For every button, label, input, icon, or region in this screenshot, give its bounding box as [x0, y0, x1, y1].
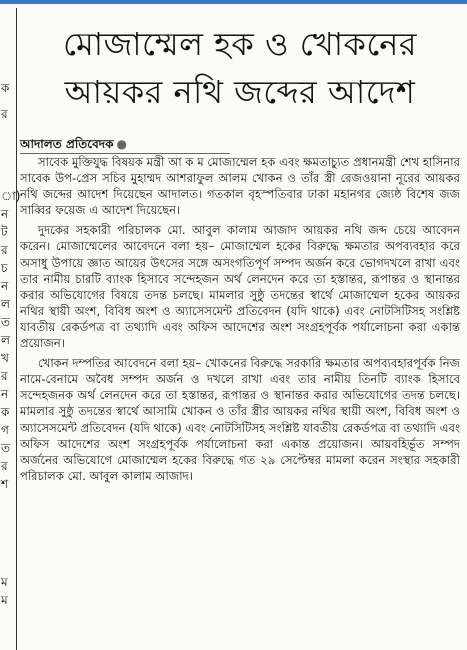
- left-fragment: ট: [1, 225, 8, 239]
- left-fragment: ন: [1, 279, 9, 293]
- left-fragment: খ: [1, 351, 9, 365]
- article-paragraph: সাবেক মুক্তিযুদ্ধ বিষয়ক মন্ত্রী আ ক ম মোজাম্মেল হক এবং ক্ষমতাচ্যুত প্রধানমন্ত্রী শেখ হাসিনার সাবেক উপ-প্রেস সচিব মুহাম্মদ আশরাফুল আলম খোকন ও তাঁর স্ত্রী রেজওয়ানা নূরের আয়কর নথি জব্দের আদেশ দিয়েছেন আদালত। গতকাল বৃহস্পতিবার ঢাকা মহানগর জ্যেষ্ঠ বিশেষ জজ সাব্বির ফয়েজ এ আদেশ দিয়েছেন।: [20, 155, 460, 218]
- left-fragment: শ: [1, 477, 9, 491]
- article-headline: মোজাম্মেল হক ও খোকনের আয়কর নথি জব্দের আদেশ: [63, 25, 417, 111]
- article-paragraph: খোকন দম্পতির আবেদনে বলা হয়– খোকনের বিরুদ্ধে সরকারি ক্ষমতার অপব্যবহারপূর্বক নিজ নামে-বেনামে অবৈধ সম্পদ অর্জন ও দখলে রাখা এবং তার নামীয় তিনটি ব্যাংক হিসাবে সন্দেহজনক অর্থ লেনদেন করে তা হস্তান্তর, রূপান্তর ও স্থানান্তর করার অভিযোগের তদন্ত চলছে। মামলার সুষ্ঠু তদন্তের স্বার্থে আসামি খোকন ও তাঁর স্ত্রীর আয়কর নথির স্থায়ী অংশ, বিবিধ অংশ ও অ্যাসেসমেন্ট প্রতিবেদন (যদি থাকে) এবং নোটসিটিসহ সংশ্লিষ্ট যাবতীয় রেকর্ডপত্র বা তথ্যাদি এবং অফিস আদেশের অংশ সংগ্রহপূর্বক পর্যালোচনা করা একান্ত প্রয়োজন। আয়বহির্ভূত সম্পদ অর্জনের অভিযোগে মোজাম্মেল হকের বিরুদ্ধে গত ২৯ সেপ্টেম্বর মামলা করেন সংস্থার সহকারী পরিচালক মো. আবুল কালাম আজাদ।: [20, 356, 460, 483]
- left-fragment: ত: [1, 441, 11, 455]
- left-fragment: ন: [1, 207, 9, 221]
- left-fragment: র: [1, 107, 8, 121]
- left-fragment: র: [1, 243, 8, 257]
- left-fragment: ম: [1, 593, 8, 607]
- left-fragment: গ: [1, 423, 9, 437]
- left-fragment: ম: [1, 575, 8, 589]
- top-rule: [0, 0, 467, 4]
- left-fragment: ন: [1, 387, 9, 401]
- bullet-icon: ●: [116, 137, 127, 151]
- left-fragment: ক: [1, 405, 10, 419]
- article-body: [20, 154, 460, 484]
- adjacent-column-fragment: [0, 8, 21, 650]
- left-fragment: া): [1, 189, 21, 203]
- left-fragment: ল: [1, 333, 10, 347]
- left-fragment: র: [1, 459, 8, 473]
- left-fragment: ক: [1, 81, 10, 95]
- news-article: [20, 20, 460, 650]
- left-fragment: ত: [1, 315, 11, 329]
- left-fragment: ল: [1, 297, 10, 311]
- article-paragraph: দুদকের সহকারী পরিচালক মো. আবুল কালাম আজাদ আয়কর নথি জব্দ চেয়ে আবেদন করেন। মোজাম্মেলের আবেদনে বলা হয়– মোজাম্মেল হকের বিরুদ্ধে ক্ষমতার অপব্যবহার করে অসাধু উপায়ে জ্ঞাত আয়ের উৎসের সঙ্গে অসংগতিপূর্ণ সম্পদ অর্জন করে ভোগদখলে রাখা এবং তার নামীয় চারটি ব্যাংক হিসাবে সন্দেহজন অর্থ লেনদেন করে তা হস্তান্তর, রূপান্তর ও স্থানান্তর করার অভিযোগের বিষয়ে তদন্ত চলছে। মামলার সুষ্ঠু তদন্তের স্বার্থে মোজাম্মেল হকের আয়কর নথির স্থায়ী অংশ, বিবিধ অংশ ও অ্যাসেসমেন্ট প্রতিবেদন (যদি থাকে) এবং নোটসিটিসহ সংশ্লিষ্ট যাবতীয় রেকর্ডপত্র বা তথ্যাদি এবং অফিস আদেশের অংশ সংগ্রহপূর্বক পর্যালোচনা করা একান্ত প্রয়োজন।: [20, 223, 460, 351]
- byline-text: আদালত প্রতিবেদক: [20, 137, 114, 151]
- left-fragment: র: [1, 369, 8, 383]
- article-byline: [20, 136, 460, 152]
- left-fragment: চ: [1, 261, 8, 275]
